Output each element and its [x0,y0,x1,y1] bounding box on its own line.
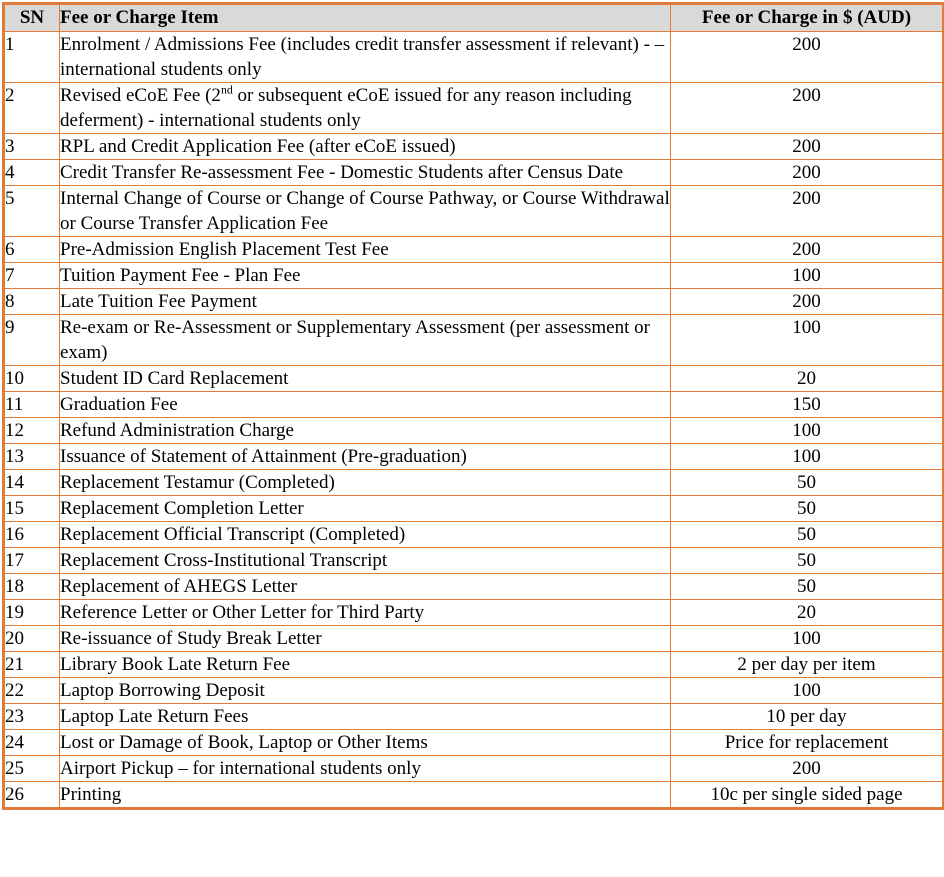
cell-fee: 50 [671,522,944,548]
table-row [4,548,944,574]
cell-fee: 200 [671,160,944,186]
cell-item: Re-exam or Re-Assessment or Supplementary Assessment (per assessment or exam) [60,315,671,366]
table-row [4,366,944,392]
table-row [4,289,944,315]
cell-fee: 200 [671,289,944,315]
cell-sn: 9 [4,315,60,366]
column-header-sn: SN [4,4,60,32]
cell-sn: 12 [4,418,60,444]
cell-item: Internal Change of Course or Change of Course Pathway, or Course Withdrawal or Course Transfer Application Fee [60,186,671,237]
cell-fee: 100 [671,444,944,470]
cell-item: Enrolment / Admissions Fee (includes credit transfer assessment if relevant) - – international students only [60,32,671,83]
cell-fee: 200 [671,756,944,782]
cell-sn: 7 [4,263,60,289]
table-row [4,160,944,186]
cell-item: Laptop Late Return Fees [60,704,671,730]
cell-fee: 100 [671,678,944,704]
cell-item: Replacement Completion Letter [60,496,671,522]
cell-sn: 19 [4,600,60,626]
cell-item: Replacement Official Transcript (Completed) [60,522,671,548]
table-row [4,32,944,83]
cell-fee: 100 [671,626,944,652]
cell-fee: 100 [671,315,944,366]
table-row [4,574,944,600]
cell-sn: 4 [4,160,60,186]
cell-sn: 17 [4,548,60,574]
cell-fee: 50 [671,574,944,600]
cell-fee: 100 [671,263,944,289]
cell-item: Graduation Fee [60,392,671,418]
cell-fee: 20 [671,366,944,392]
cell-fee: 200 [671,186,944,237]
cell-fee: 20 [671,600,944,626]
cell-sn: 15 [4,496,60,522]
table-row [4,678,944,704]
cell-sn: 13 [4,444,60,470]
table-row [4,444,944,470]
cell-item-text: Revised eCoE Fee (2 [60,85,221,106]
cell-sn: 3 [4,134,60,160]
cell-item-text-continued: or subsequent eCoE issued for any reason including deferment) - international students only [60,85,632,131]
cell-fee: 50 [671,496,944,522]
table-body [4,32,944,809]
cell-sn: 26 [4,782,60,809]
table-row [4,522,944,548]
cell-fee: 200 [671,83,944,134]
cell-item: Replacement of AHEGS Letter [60,574,671,600]
table-row [4,496,944,522]
cell-sn: 11 [4,392,60,418]
table-row [4,134,944,160]
cell-fee: 100 [671,418,944,444]
cell-item-superscript: nd [220,83,233,97]
table-row [4,263,944,289]
cell-item: Airport Pickup – for international students only [60,756,671,782]
cell-item: Library Book Late Return Fee [60,652,671,678]
cell-item: Laptop Borrowing Deposit [60,678,671,704]
cell-fee: 150 [671,392,944,418]
table-row [4,704,944,730]
cell-sn: 20 [4,626,60,652]
cell-item: Replacement Testamur (Completed) [60,470,671,496]
cell-item: Student ID Card Replacement [60,366,671,392]
fee-schedule-table-container [0,2,944,877]
cell-sn: 2 [4,83,60,134]
table-row [4,652,944,678]
table-row [4,470,944,496]
cell-item: Re-issuance of Study Break Letter [60,626,671,652]
cell-sn: 23 [4,704,60,730]
cell-fee: 200 [671,32,944,83]
cell-sn: 5 [4,186,60,237]
cell-sn: 25 [4,756,60,782]
table-row [4,600,944,626]
table-header-row [4,4,944,32]
cell-fee: Price for replacement [671,730,944,756]
table-row [4,392,944,418]
cell-sn: 22 [4,678,60,704]
cell-sn: 6 [4,237,60,263]
cell-item: RPL and Credit Application Fee (after eCoE issued) [60,134,671,160]
cell-item: Pre-Admission English Placement Test Fee [60,237,671,263]
table-header [4,4,944,32]
cell-sn: 1 [4,32,60,83]
cell-item: Refund Administration Charge [60,418,671,444]
table-row [4,756,944,782]
table-row [4,418,944,444]
cell-item: Printing [60,782,671,809]
cell-item [60,83,671,134]
column-header-item: Fee or Charge Item [60,4,671,32]
table-row [4,782,944,809]
cell-sn: 10 [4,366,60,392]
cell-item: Replacement Cross-Institutional Transcript [60,548,671,574]
cell-sn: 21 [4,652,60,678]
cell-fee: 10c per single sided page [671,782,944,809]
cell-fee: 10 per day [671,704,944,730]
cell-sn: 16 [4,522,60,548]
column-header-fee: Fee or Charge in $ (AUD) [671,4,944,32]
cell-item: Tuition Payment Fee - Plan Fee [60,263,671,289]
table-row [4,186,944,237]
table-row [4,237,944,263]
cell-sn: 14 [4,470,60,496]
cell-item: Reference Letter or Other Letter for Third Party [60,600,671,626]
cell-fee: 200 [671,237,944,263]
cell-item: Credit Transfer Re-assessment Fee - Domestic Students after Census Date [60,160,671,186]
table-row [4,315,944,366]
table-row [4,83,944,134]
fee-schedule-table [2,2,944,810]
cell-item: Issuance of Statement of Attainment (Pre-graduation) [60,444,671,470]
cell-sn: 18 [4,574,60,600]
cell-fee: 50 [671,470,944,496]
cell-sn: 8 [4,289,60,315]
cell-item: Late Tuition Fee Payment [60,289,671,315]
cell-fee: 2 per day per item [671,652,944,678]
cell-item: Lost or Damage of Book, Laptop or Other Items [60,730,671,756]
cell-sn: 24 [4,730,60,756]
table-row [4,730,944,756]
table-row [4,626,944,652]
cell-fee: 50 [671,548,944,574]
cell-fee: 200 [671,134,944,160]
